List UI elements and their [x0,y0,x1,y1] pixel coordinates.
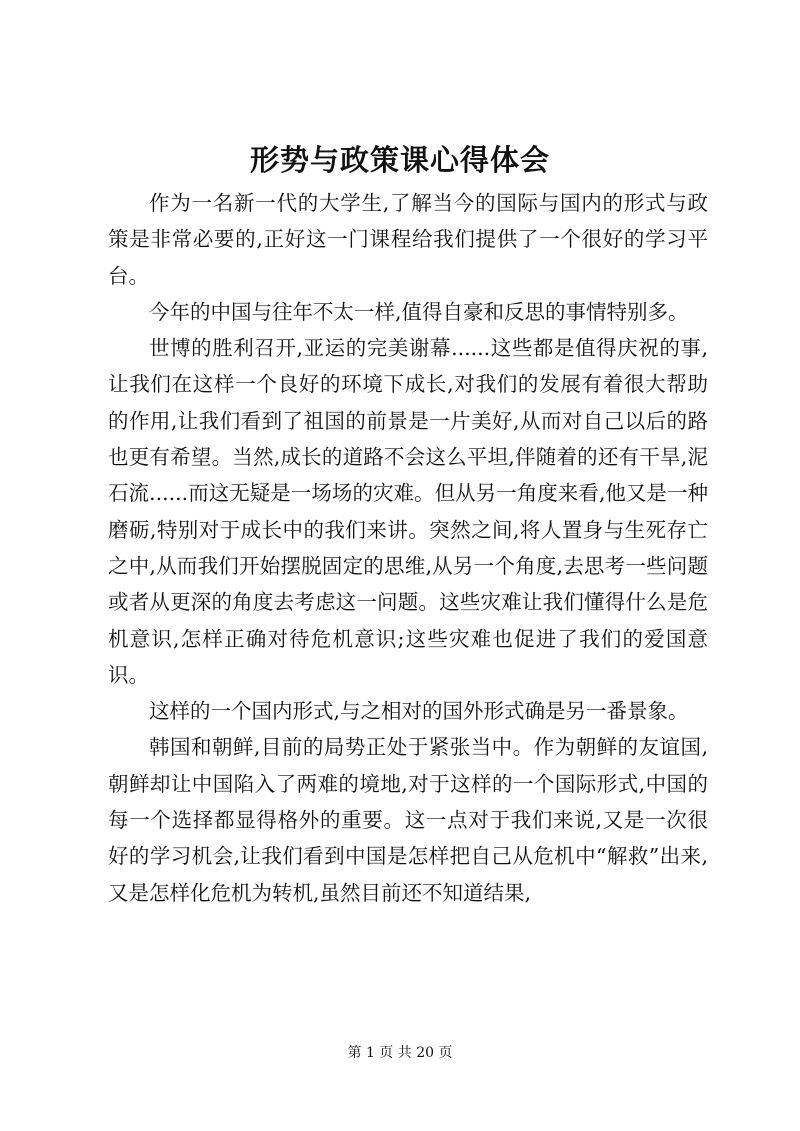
document-title: 形势与政策课心得体会 [249,143,550,177]
paragraph-4: 这样的一个国内形式,与之相对的国外形式确是另一番景象。 [149,699,689,724]
paragraph-3: 世博的胜利召开,亚运的完美谢幕......这些都是值得庆祝的事,让我们在这样一个良好的环境下成长,对我们的发展有着很大帮助的作用,让我们看到了祖国的前景是一片美好,从而对自己以后的路也更有希望。当然,成长的道路不会这么平坦,伴随着的还有干旱,泥石流......而这无疑是一场场的灾难。但从另一角度来看,他又是一种磨砺,特别对于成长中的我们来讲。突然之间,将人置身与生死存亡之中,从而我们开始摆脱固定的思维,从另一个角度,去思考一些问题或者从更深的角度去考虑这一问题。这些灾难让我们懂得什么是危机意识,怎样正确对待危机意识;这些灾难也促进了我们的爱国意识。 [108,336,708,687]
page-footer: 第 1 页 共 20 页 [347,1045,453,1061]
paragraph-2: 今年的中国与往年不太一样,值得自豪和反思的事情特别多。 [149,299,689,324]
document-body [108,185,708,911]
paragraph-5: 韩国和朝鲜,目前的局势正处于紧张当中。作为朝鲜的友谊国,朝鲜却让中国陷入了两难的境地,对于这样的一个国际形式,中国的每一个选择都显得格外的重要。这一点对于我们来说,又是一次很好的学习机会,让我们看到中国是怎样把自己从危机中“解救”出来,又是怎样化危机为转机,虽然目前还不知道结果, [108,735,708,905]
paragraph-1: 作为一名新一代的大学生,了解当今的国际与国内的形式与政策是非常必要的,正好这一门课程给我们提供了一个很好的学习平台。 [108,191,708,288]
